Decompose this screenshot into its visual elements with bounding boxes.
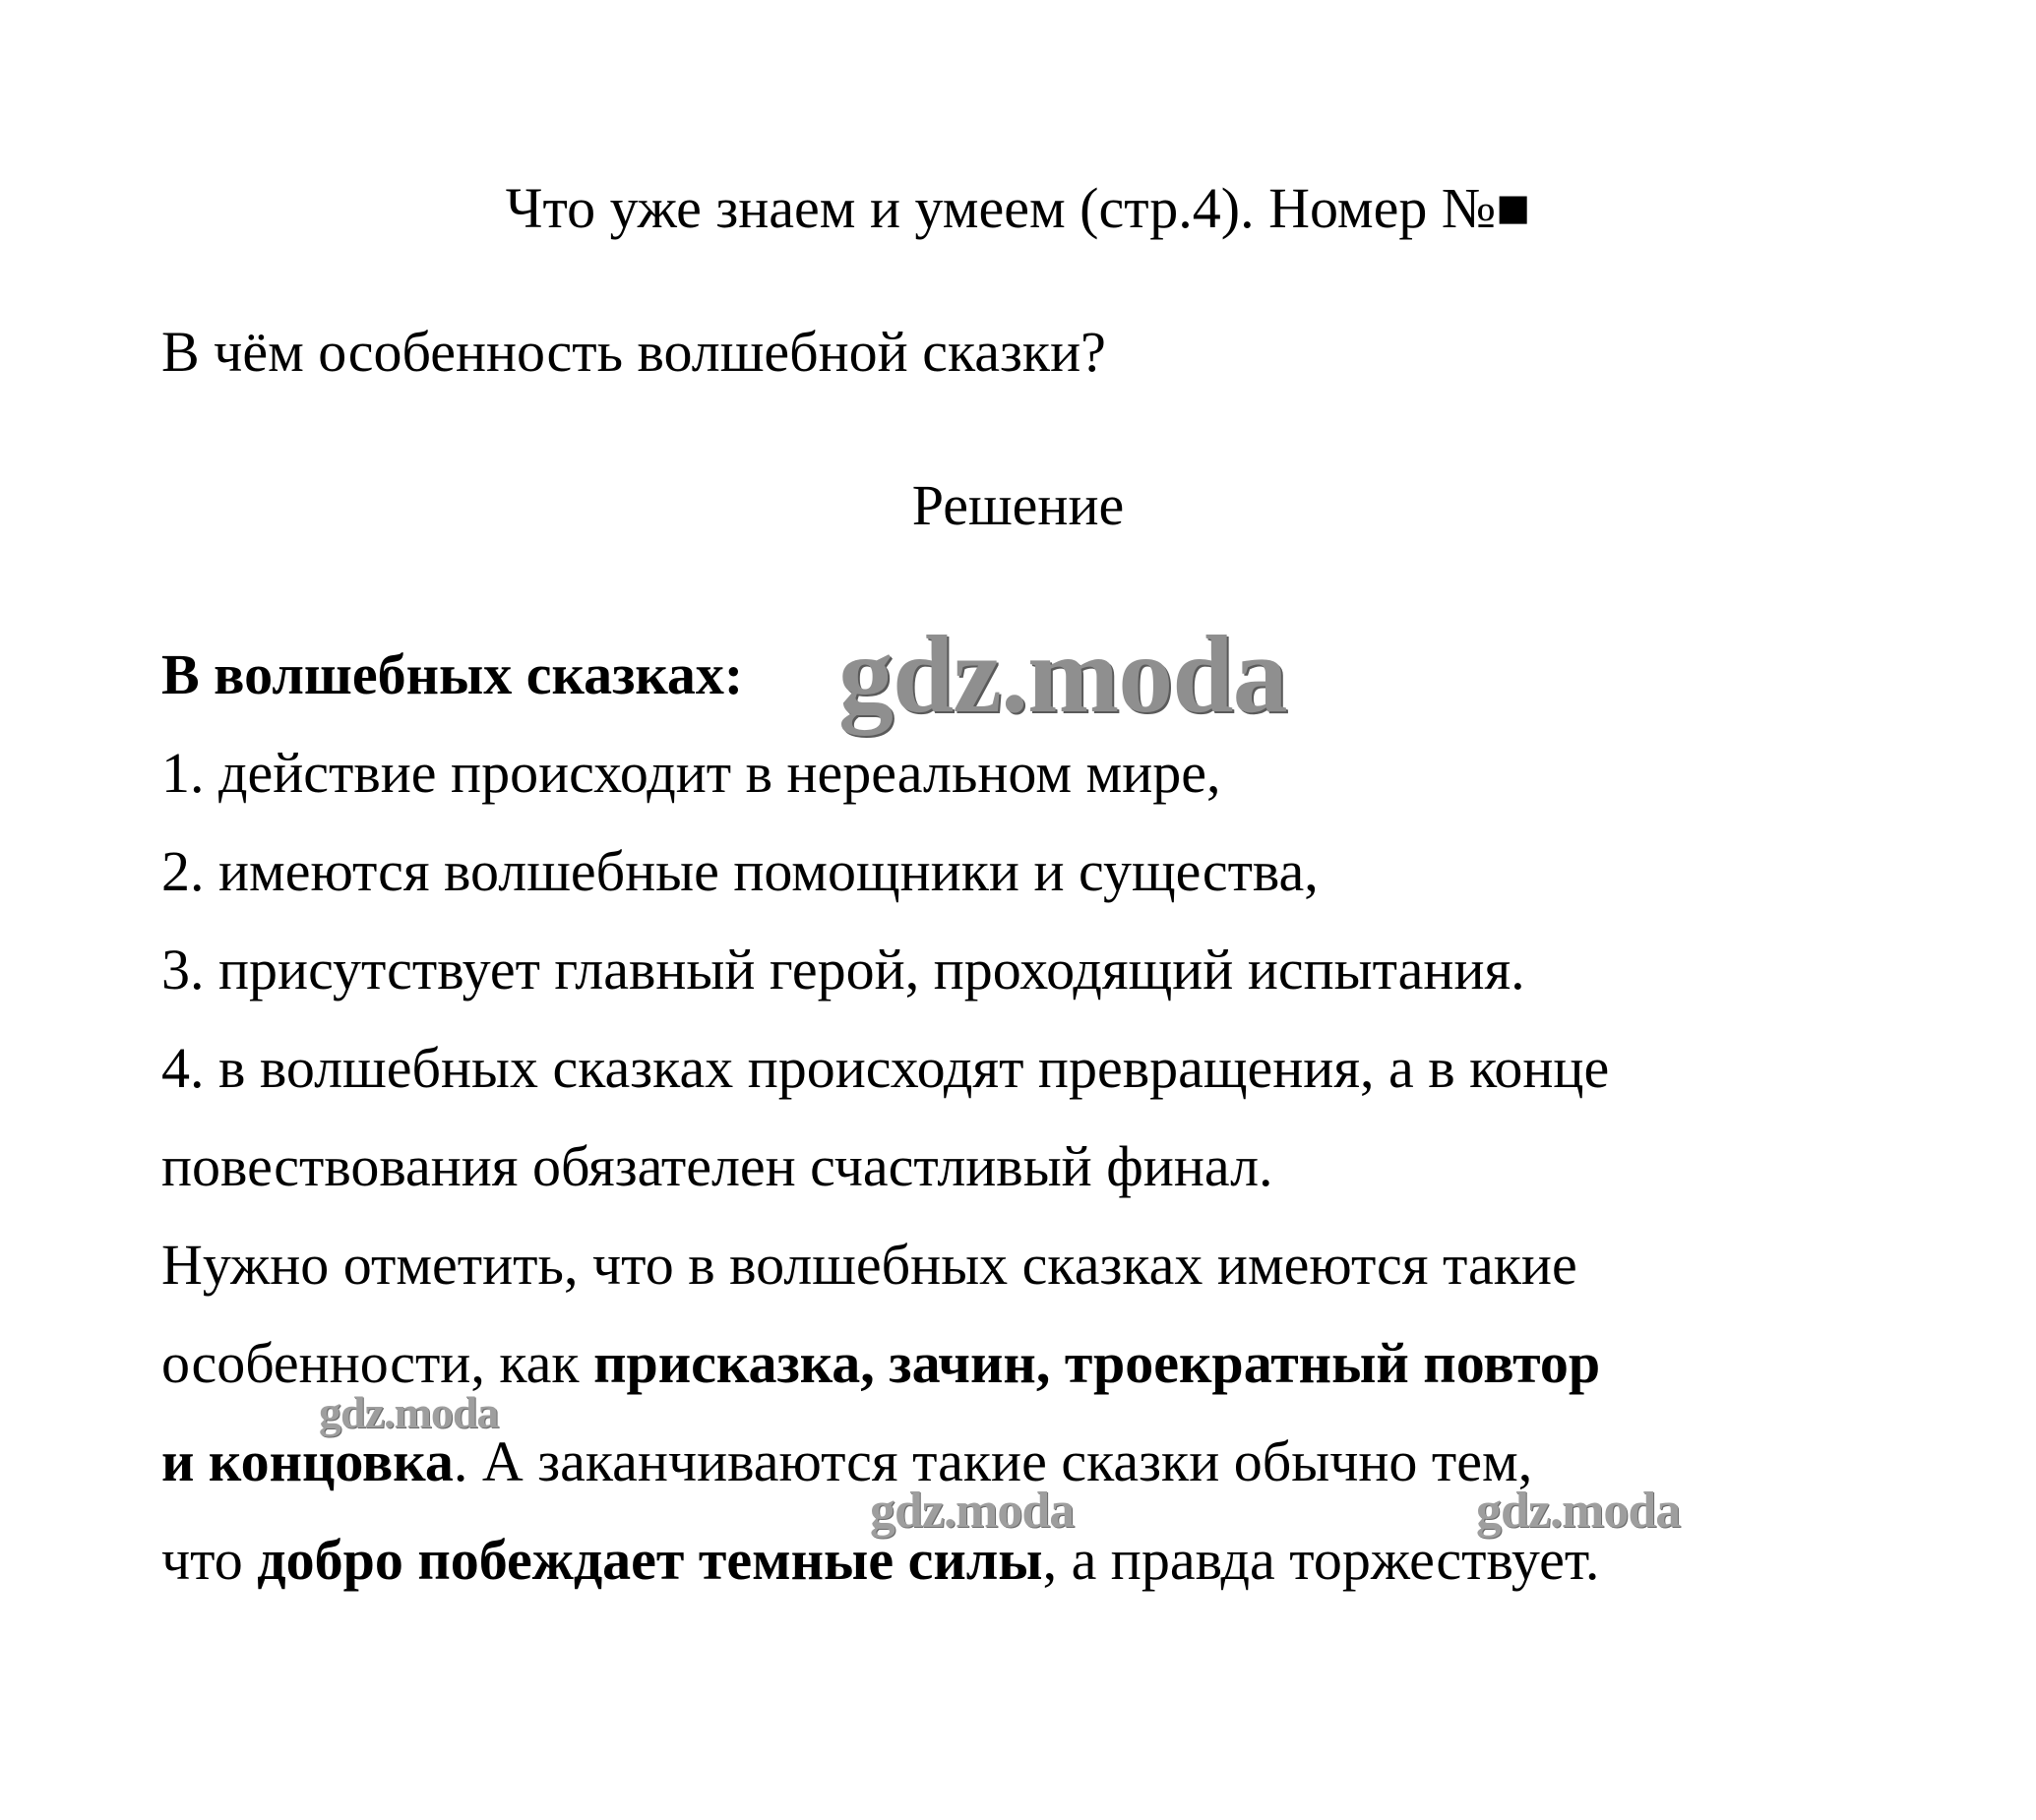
bold-text-run: присказка, зачин, троекратный повтор xyxy=(593,1331,1601,1395)
text-run: особенности, как xyxy=(161,1331,594,1395)
list-item: 1. действие происходит в нереальном мире, xyxy=(161,741,1221,805)
text-run: . А заканчиваются такие сказки обычно тем, xyxy=(453,1429,1533,1493)
answer-intro: В волшебных сказках: xyxy=(161,642,744,706)
bold-text-run: добро побеждает темные силы xyxy=(257,1528,1043,1592)
page-title: Что уже знаем и умеем (стр.4). Номер №■ xyxy=(505,176,1531,240)
watermark-logo: gdz.moda xyxy=(870,1483,1075,1539)
list-item: 3. присутствует главный герой, проходящий испытания. xyxy=(161,938,1525,1001)
paragraph-line: Нужно отметить, что в волшебных сказках имеются такие xyxy=(161,1233,1577,1297)
list-item: 2. имеются волшебные помощники и существа, xyxy=(161,839,1319,903)
text-run: что xyxy=(161,1528,258,1592)
watermark-logo: gdz.moda xyxy=(1476,1483,1681,1539)
list-item-continuation: повествования обязателен счастливый финал. xyxy=(161,1134,1273,1198)
question-text: В чём особенность волшебной сказки? xyxy=(161,320,1106,384)
answer-body xyxy=(161,626,1933,1609)
solution-heading: Решение xyxy=(911,473,1125,537)
watermark-logo: gdz.moda xyxy=(319,1387,499,1437)
bold-text-run: и концовка xyxy=(161,1429,454,1493)
watermark-logo: gdz.moda xyxy=(838,614,1287,736)
list-item: 4. в волшебных сказках происходят превращения, а в конце xyxy=(161,1036,1610,1100)
text-run: , а правда торжествует. xyxy=(1042,1528,1600,1592)
